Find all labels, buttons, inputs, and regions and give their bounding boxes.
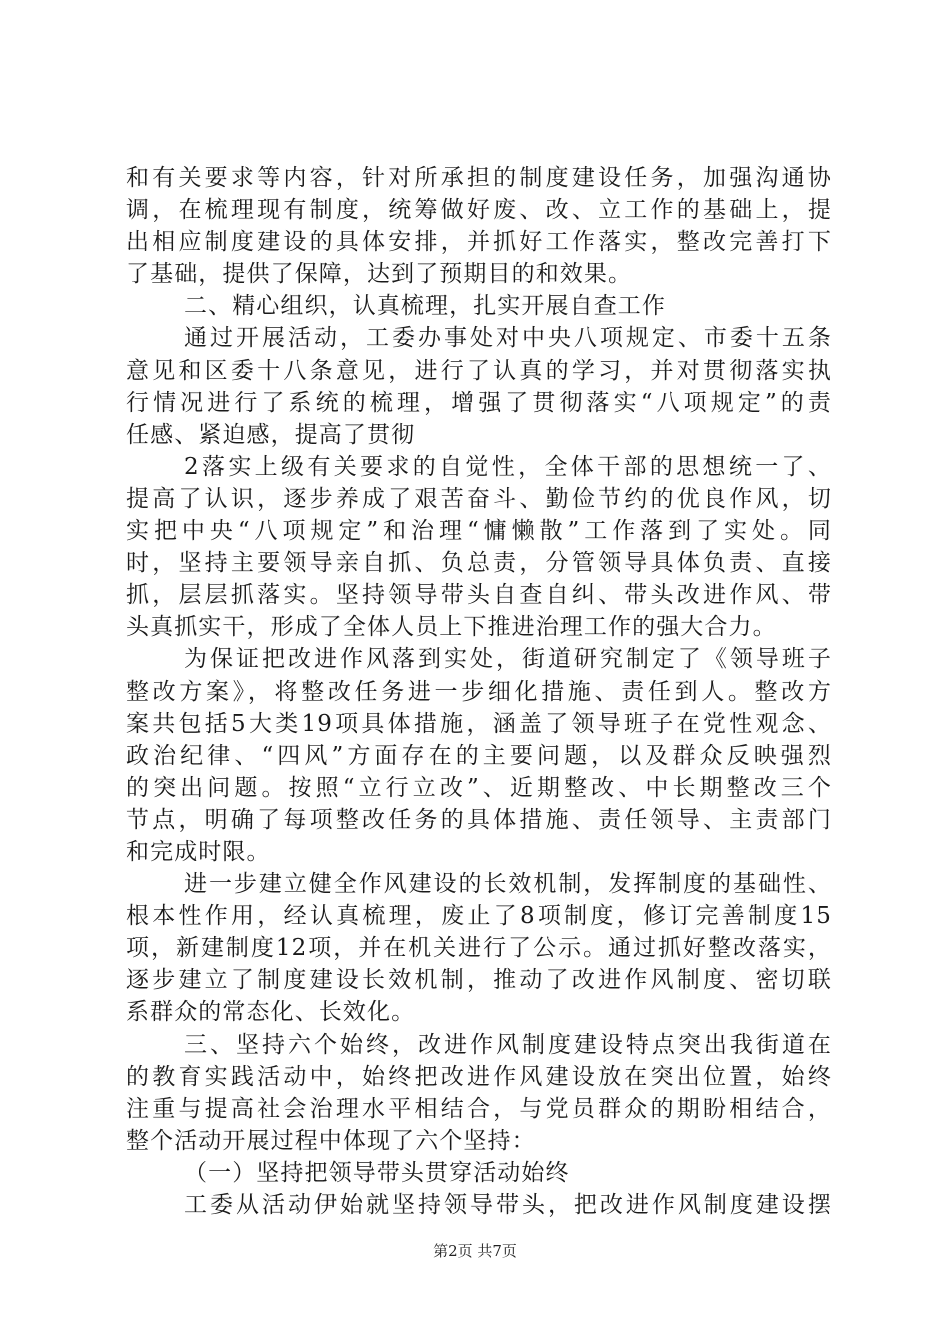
paragraph-start: 为保证把改进作风落到实处，街道研究制定了《领导班子 [184,646,832,673]
page-number: 第2页 共7页 [433,1242,517,1260]
text-line: 抓，层层抓落实。坚持领导带头自查自纠、带头改进作风、带 [126,582,832,609]
text-line: 实把中央“八项规定”和治理“慵懒散”工作落到了实处。同 [126,518,832,545]
text-line: 整改方案》，将整改任务进一步细化措施、责任到人。整改方 [126,678,832,705]
paragraph-start: 通过开展活动，工委办事处对中央八项规定、市委十五条 [184,325,832,352]
section-heading: 三、坚持六个始终，改进作风制度建设特点突出我街道在 [184,1031,832,1058]
text-line: 了基础，提供了保障，达到了预期目的和效果。 [126,261,633,288]
text-line: 注重与提高社会治理水平相结合，与党员群众的期盼相结合， [126,1095,832,1122]
text-line: 意见和区委十八条意见，进行了认真的学习，并对贯彻落实执 [126,357,832,384]
text-line: 案共包括5大类19项具体措施，涵盖了领导班子在党性观念、 [126,710,832,737]
text-line: 的突出问题。按照“立行立改”、近期整改、中长期整改三个 [126,774,832,801]
paragraph-start: 2落实上级有关要求的自觉性，全体干部的思想统一了、 [184,453,832,480]
text-line: 出相应制度建设的具体安排，并抓好工作落实，整改完善打下 [126,229,832,256]
paragraph-start: 进一步建立健全作风建设的长效机制，发挥制度的基础性、 [184,871,832,898]
page-footer [0,1240,950,1261]
text-line: 和完成时限。 [126,838,271,865]
text-line: 头真抓实干，形成了全体人员上下推进治理工作的强大合力。 [126,614,777,641]
text-line: 逐步建立了制度建设长效机制，推动了改进作风制度、密切联 [126,967,832,994]
text-line: 根本性作用，经认真梳理，废止了8项制度，修订完善制度15 [126,903,832,930]
text-line: 行情况进行了系统的梳理，增强了贯彻落实“八项规定”的责 [126,389,832,416]
text-line: 调，在梳理现有制度，统筹做好废、改、立工作的基础上，提 [126,197,832,224]
subsection-heading: （一）坚持把领导带头贯穿活动始终 [184,1159,570,1186]
text-line: 提高了认识，逐步养成了艰苦奋斗、勤俭节约的优良作风，切 [126,485,832,512]
text-line: 整个活动开展过程中体现了六个坚持： [126,1127,536,1154]
body-text [126,162,832,1221]
text-line: 系群众的常态化、长效化。 [126,999,416,1026]
text-line: 政治纪律、“四风”方面存在的主要问题，以及群众反映强烈 [126,742,832,769]
text-line: 节点，明确了每项整改任务的具体措施、责任领导、主责部门 [126,806,832,833]
text-line: 和有关要求等内容，针对所承担的制度建设任务，加强沟通协 [126,165,832,191]
text-line: 项，新建制度12项，并在机关进行了公示。通过抓好整改落实， [126,935,832,962]
section-heading: 二、精心组织，认真梳理，扎实开展自查工作 [184,293,666,320]
paragraph-start: 工委从活动伊始就坚持领导带头，把改进作风制度建设摆 [184,1192,832,1218]
text-line: 任感、紧迫感，提高了贯彻 [126,421,416,448]
text-line: 的教育实践活动中，始终把改进作风建设放在突出位置，始终 [126,1063,832,1090]
text-line: 时，坚持主要领导亲自抓、负总责，分管领导具体负责、直接 [126,550,832,577]
